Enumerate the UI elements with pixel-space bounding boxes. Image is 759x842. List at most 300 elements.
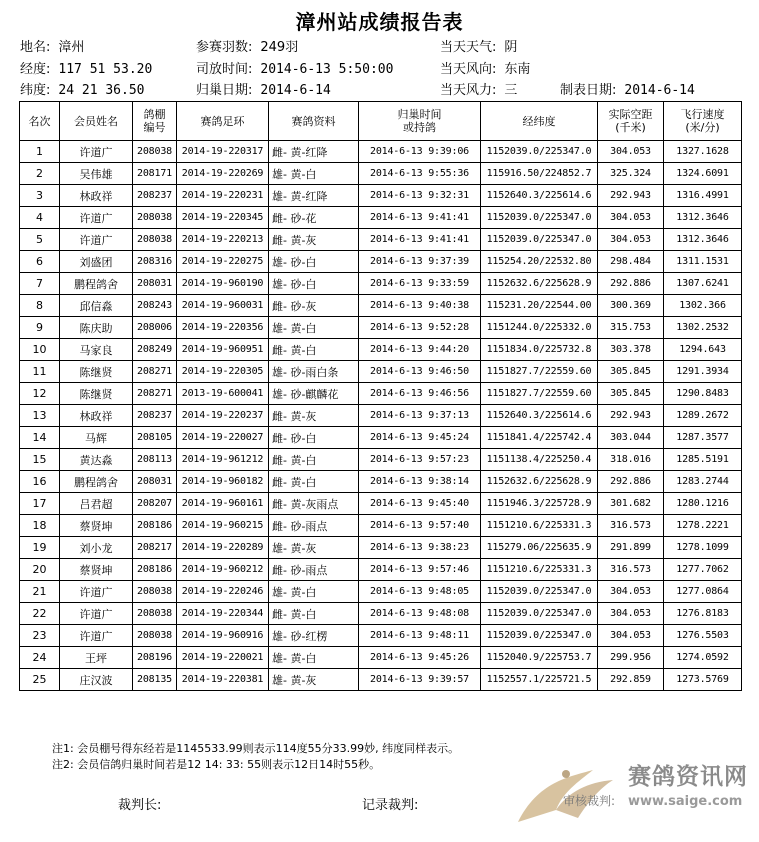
rank-cell: 22 xyxy=(20,603,60,625)
return-time-cell: 2014-6-13 9:38:23 xyxy=(359,537,481,559)
pigeon-info-cell: 雌- 黄-红降 xyxy=(269,141,359,163)
latitude-value: 24 21 36.50 xyxy=(58,83,145,98)
member-name-cell: 鹏程鸽舍 xyxy=(60,471,133,493)
coordinates-cell: 115231.20/22544.00 xyxy=(481,295,598,317)
distance-cell: 291.899 xyxy=(598,537,664,559)
speed-cell: 1302.366 xyxy=(664,295,742,317)
speed-cell: 1302.2532 xyxy=(664,317,742,339)
place-label: 地名: xyxy=(20,40,51,55)
rank-cell: 19 xyxy=(20,537,60,559)
table-row xyxy=(20,647,742,669)
report-title: 漳州站成绩报告表 xyxy=(295,10,464,34)
loft-number-cell: 208271 xyxy=(133,361,177,383)
recorder-signature: 记录裁判: xyxy=(362,798,419,813)
distance-cell: 316.573 xyxy=(598,515,664,537)
table-row xyxy=(20,251,742,273)
return-time-cell: 2014-6-13 9:45:26 xyxy=(359,647,481,669)
latitude-info xyxy=(20,83,144,99)
coordinates-cell: 1152632.6/225628.9 xyxy=(481,273,598,295)
ring-number-cell: 2014-19-960215 xyxy=(177,515,269,537)
distance-cell: 292.886 xyxy=(598,273,664,295)
pigeon-info-cell: 雌- 黄-白 xyxy=(269,449,359,471)
pigeon-info-cell: 雌- 砂-雨点 xyxy=(269,559,359,581)
loft-number-cell: 208038 xyxy=(133,229,177,251)
member-name-cell: 陈继贤 xyxy=(60,383,133,405)
speed-cell: 1294.643 xyxy=(664,339,742,361)
pigeon-info-cell: 雄- 砂-白 xyxy=(269,251,359,273)
distance-cell: 304.053 xyxy=(598,141,664,163)
rank-cell: 23 xyxy=(20,625,60,647)
speed-cell: 1278.2221 xyxy=(664,515,742,537)
ring-number-cell: 2014-19-220356 xyxy=(177,317,269,339)
pigeon-info-cell: 雌- 砂-白 xyxy=(269,427,359,449)
member-name-cell: 林政祥 xyxy=(60,185,133,207)
return-time-cell: 2014-6-13 9:57:40 xyxy=(359,515,481,537)
col-info-label: 赛鸽资料 xyxy=(291,114,336,128)
return-time-cell: 2014-6-13 9:45:24 xyxy=(359,427,481,449)
coordinates-cell: 1152039.0/225347.0 xyxy=(481,141,598,163)
speed-cell: 1287.3577 xyxy=(664,427,742,449)
member-name-cell: 刘小龙 xyxy=(60,537,133,559)
member-name-cell: 黄达淼 xyxy=(60,449,133,471)
loft-number-cell: 208237 xyxy=(133,185,177,207)
col-time-label-1: 归巢时间 xyxy=(397,108,442,121)
distance-cell: 298.484 xyxy=(598,251,664,273)
ring-number-cell: 2014-19-220275 xyxy=(177,251,269,273)
speed-cell: 1283.2744 xyxy=(664,471,742,493)
rank-cell: 10 xyxy=(20,339,60,361)
distance-cell: 325.324 xyxy=(598,163,664,185)
release-label: 司放时间: xyxy=(196,62,253,77)
rank-cell: 8 xyxy=(20,295,60,317)
member-name-cell: 吴伟雄 xyxy=(60,163,133,185)
table-row xyxy=(20,405,742,427)
loft-number-cell: 208207 xyxy=(133,493,177,515)
col-rank-header xyxy=(20,102,60,141)
pigeon-info-cell: 雌- 黄-白 xyxy=(269,471,359,493)
table-row xyxy=(20,361,742,383)
pigeon-info-cell: 雄- 黄-白 xyxy=(269,317,359,339)
place-value: 漳州 xyxy=(58,40,85,55)
coordinates-cell: 1152039.0/225347.0 xyxy=(481,603,598,625)
distance-cell: 315.753 xyxy=(598,317,664,339)
ring-number-cell: 2014-19-960190 xyxy=(177,273,269,295)
col-coords-label: 经纬度 xyxy=(522,114,556,128)
rank-cell: 21 xyxy=(20,581,60,603)
col-info-header xyxy=(269,102,359,141)
return-info xyxy=(196,83,331,99)
loft-number-cell: 208243 xyxy=(133,295,177,317)
loft-number-cell: 208196 xyxy=(133,647,177,669)
table-row xyxy=(20,317,742,339)
ring-number-cell: 2014-19-220305 xyxy=(177,361,269,383)
member-name-cell: 王坪 xyxy=(60,647,133,669)
loft-number-cell: 208271 xyxy=(133,383,177,405)
speed-cell: 1276.5503 xyxy=(664,625,742,647)
pigeon-info-cell: 雄- 黄-灰 xyxy=(269,669,359,691)
loft-number-cell: 208186 xyxy=(133,515,177,537)
distance-cell: 305.845 xyxy=(598,361,664,383)
distance-cell: 299.956 xyxy=(598,647,664,669)
coordinates-cell: 115279.06/225635.9 xyxy=(481,537,598,559)
coordinates-cell: 1152039.0/225347.0 xyxy=(481,229,598,251)
speed-cell: 1311.1531 xyxy=(664,251,742,273)
speed-cell: 1307.6241 xyxy=(664,273,742,295)
pigeon-info-cell: 雌- 黄-白 xyxy=(269,603,359,625)
coordinates-cell: 1152640.3/225614.6 xyxy=(481,185,598,207)
pigeon-info-cell: 雌- 黄-灰雨点 xyxy=(269,493,359,515)
return-time-cell: 2014-6-13 9:41:41 xyxy=(359,229,481,251)
table-row xyxy=(20,383,742,405)
distance-cell: 292.943 xyxy=(598,185,664,207)
table-row xyxy=(20,141,742,163)
ring-number-cell: 2014-19-960212 xyxy=(177,559,269,581)
pigeon-info-cell: 雌- 砂-花 xyxy=(269,207,359,229)
ring-number-cell: 2014-19-960161 xyxy=(177,493,269,515)
member-name-cell: 刘盛团 xyxy=(60,251,133,273)
longitude-value: 117 51 53.20 xyxy=(58,62,153,77)
coordinates-cell: 1151138.4/225250.4 xyxy=(481,449,598,471)
coordinates-cell: 1151244.0/225332.0 xyxy=(481,317,598,339)
wind-force-label: 当天风力: xyxy=(440,83,497,98)
col-coords-header xyxy=(481,102,598,141)
made-date-info xyxy=(560,83,695,99)
coordinates-cell: 1152557.1/225721.5 xyxy=(481,669,598,691)
table-row xyxy=(20,581,742,603)
loft-number-cell: 208038 xyxy=(133,581,177,603)
loft-number-cell: 208031 xyxy=(133,273,177,295)
member-name-cell: 陈继贤 xyxy=(60,361,133,383)
ring-number-cell: 2014-19-220317 xyxy=(177,141,269,163)
col-distance-label-1: 实际空距 xyxy=(608,108,653,121)
pigeon-info-cell: 雌- 砂-雨点 xyxy=(269,515,359,537)
table-row xyxy=(20,625,742,647)
member-name-cell: 马家良 xyxy=(60,339,133,361)
return-time-cell: 2014-6-13 9:40:38 xyxy=(359,295,481,317)
table-row xyxy=(20,449,742,471)
ring-number-cell: 2014-19-220237 xyxy=(177,405,269,427)
distance-cell: 304.053 xyxy=(598,229,664,251)
speed-cell: 1327.1628 xyxy=(664,141,742,163)
return-time-cell: 2014-6-13 9:37:39 xyxy=(359,251,481,273)
pigeon-info-cell: 雄- 黄-红降 xyxy=(269,185,359,207)
member-name-cell: 庄汉波 xyxy=(60,669,133,691)
wind-dir-info xyxy=(440,62,530,78)
member-name-cell: 蔡贤坤 xyxy=(60,515,133,537)
member-name-cell: 鹏程鸽舍 xyxy=(60,273,133,295)
results-table xyxy=(19,101,742,691)
return-time-cell: 2014-6-13 9:46:50 xyxy=(359,361,481,383)
pigeon-info-cell: 雄- 黄-灰 xyxy=(269,537,359,559)
speed-cell: 1291.3934 xyxy=(664,361,742,383)
pigeon-info-cell: 雄- 砂-麒麟花 xyxy=(269,383,359,405)
table-row xyxy=(20,559,742,581)
rank-cell: 17 xyxy=(20,493,60,515)
coordinates-cell: 1151946.3/225728.9 xyxy=(481,493,598,515)
speed-cell: 1316.4991 xyxy=(664,185,742,207)
ring-number-cell: 2014-19-220344 xyxy=(177,603,269,625)
return-label: 归巢日期: xyxy=(196,83,253,98)
return-value: 2014-6-14 xyxy=(260,83,331,98)
note-1: 注1: 会员棚号得东经若是1145533.99则表示114度55分33.99妙, 纬度同样表示。 xyxy=(52,742,460,755)
loft-number-cell: 208186 xyxy=(133,559,177,581)
ring-number-cell: 2014-19-220213 xyxy=(177,229,269,251)
coordinates-cell: 1151210.6/225331.3 xyxy=(481,515,598,537)
table-row xyxy=(20,229,742,251)
coordinates-cell: 1152632.6/225628.9 xyxy=(481,471,598,493)
coordinates-cell: 1152640.3/225614.6 xyxy=(481,405,598,427)
loft-number-cell: 208171 xyxy=(133,163,177,185)
col-distance-label-2: (千米) xyxy=(615,121,646,134)
return-time-cell: 2014-6-13 9:48:08 xyxy=(359,603,481,625)
rank-cell: 14 xyxy=(20,427,60,449)
speed-cell: 1273.5769 xyxy=(664,669,742,691)
coordinates-cell: 115916.50/224852.7 xyxy=(481,163,598,185)
ring-number-cell: 2014-19-220381 xyxy=(177,669,269,691)
table-row xyxy=(20,185,742,207)
member-name-cell: 许道广 xyxy=(60,581,133,603)
rank-cell: 5 xyxy=(20,229,60,251)
distance-cell: 304.053 xyxy=(598,207,664,229)
return-time-cell: 2014-6-13 9:32:31 xyxy=(359,185,481,207)
distance-cell: 303.378 xyxy=(598,339,664,361)
reviewer-signature: 审核裁判: xyxy=(563,794,616,808)
rank-cell: 15 xyxy=(20,449,60,471)
distance-cell: 292.943 xyxy=(598,405,664,427)
distance-cell: 301.682 xyxy=(598,493,664,515)
count-label: 参赛羽数: xyxy=(196,40,253,55)
pigeon-info-cell: 雄- 黄-白 xyxy=(269,581,359,603)
loft-number-cell: 208038 xyxy=(133,141,177,163)
speed-cell: 1277.0864 xyxy=(664,581,742,603)
table-row xyxy=(20,603,742,625)
rank-cell: 20 xyxy=(20,559,60,581)
return-time-cell: 2014-6-13 9:39:57 xyxy=(359,669,481,691)
return-time-cell: 2014-6-13 9:39:06 xyxy=(359,141,481,163)
latitude-label: 纬度: xyxy=(20,83,51,98)
speed-cell: 1277.7062 xyxy=(664,559,742,581)
col-ring-header xyxy=(177,102,269,141)
member-name-cell: 林政祥 xyxy=(60,405,133,427)
member-name-cell: 马辉 xyxy=(60,427,133,449)
coordinates-cell: 1151210.6/225331.3 xyxy=(481,559,598,581)
table-row xyxy=(20,339,742,361)
weather-label: 当天天气: xyxy=(440,40,497,55)
longitude-info xyxy=(20,62,152,78)
loft-number-cell: 208217 xyxy=(133,537,177,559)
member-name-cell: 邱信淼 xyxy=(60,295,133,317)
member-name-cell: 蔡贤坤 xyxy=(60,559,133,581)
speed-cell: 1289.2672 xyxy=(664,405,742,427)
coordinates-cell: 1152039.0/225347.0 xyxy=(481,581,598,603)
distance-cell: 292.859 xyxy=(598,669,664,691)
rank-cell: 9 xyxy=(20,317,60,339)
return-time-cell: 2014-6-13 9:57:46 xyxy=(359,559,481,581)
ring-number-cell: 2014-19-960951 xyxy=(177,339,269,361)
ring-number-cell: 2013-19-600041 xyxy=(177,383,269,405)
table-row xyxy=(20,273,742,295)
distance-cell: 292.886 xyxy=(598,471,664,493)
weather-info xyxy=(440,40,517,56)
ring-number-cell: 2014-19-220345 xyxy=(177,207,269,229)
col-time-label-2: 或持鸽 xyxy=(403,121,436,134)
longitude-label: 经度: xyxy=(20,62,51,77)
speed-cell: 1276.8183 xyxy=(664,603,742,625)
loft-number-cell: 208105 xyxy=(133,427,177,449)
pigeon-info-cell: 雌- 黄-灰 xyxy=(269,405,359,427)
member-name-cell: 陈庆助 xyxy=(60,317,133,339)
pigeon-info-cell: 雌- 砂-灰 xyxy=(269,295,359,317)
loft-number-cell: 208249 xyxy=(133,339,177,361)
col-rank-label: 名次 xyxy=(28,114,51,128)
return-time-cell: 2014-6-13 9:41:41 xyxy=(359,207,481,229)
pigeon-logo-icon xyxy=(508,752,623,830)
rank-cell: 24 xyxy=(20,647,60,669)
col-distance-header xyxy=(598,102,664,141)
return-time-cell: 2014-6-13 9:44:20 xyxy=(359,339,481,361)
distance-cell: 305.845 xyxy=(598,383,664,405)
watermark-url: www.saige.com xyxy=(628,794,743,809)
col-speed-label-2: (米/分) xyxy=(685,121,720,134)
coordinates-cell: 1151827.7/22559.60 xyxy=(481,383,598,405)
return-time-cell: 2014-6-13 9:38:14 xyxy=(359,471,481,493)
rank-cell: 13 xyxy=(20,405,60,427)
member-name-cell: 吕君超 xyxy=(60,493,133,515)
distance-cell: 316.573 xyxy=(598,559,664,581)
table-header-row xyxy=(20,102,742,141)
ring-number-cell: 2014-19-220027 xyxy=(177,427,269,449)
table-row xyxy=(20,427,742,449)
distance-cell: 304.053 xyxy=(598,625,664,647)
distance-cell: 304.053 xyxy=(598,603,664,625)
distance-cell: 318.016 xyxy=(598,449,664,471)
col-time-header xyxy=(359,102,481,141)
ring-number-cell: 2014-19-960916 xyxy=(177,625,269,647)
coordinates-cell: 1152039.0/225347.0 xyxy=(481,625,598,647)
speed-cell: 1312.3646 xyxy=(664,229,742,251)
table-row xyxy=(20,471,742,493)
loft-number-cell: 208237 xyxy=(133,405,177,427)
rank-cell: 11 xyxy=(20,361,60,383)
made-date-label: 制表日期: xyxy=(560,83,617,98)
col-speed-label-1: 飞行速度 xyxy=(680,108,725,121)
ring-number-cell: 2014-19-220289 xyxy=(177,537,269,559)
rank-cell: 12 xyxy=(20,383,60,405)
loft-number-cell: 208135 xyxy=(133,669,177,691)
count-value: 249羽 xyxy=(260,40,299,55)
table-row xyxy=(20,537,742,559)
wind-dir-value: 东南 xyxy=(504,62,531,77)
col-loft-label-1: 鸽棚 xyxy=(143,108,166,121)
count-info xyxy=(196,40,298,56)
return-time-cell: 2014-6-13 9:55:36 xyxy=(359,163,481,185)
return-time-cell: 2014-6-13 9:46:56 xyxy=(359,383,481,405)
distance-cell: 303.044 xyxy=(598,427,664,449)
coordinates-cell: 1151841.4/225742.4 xyxy=(481,427,598,449)
table-row xyxy=(20,493,742,515)
weather-value: 阴 xyxy=(504,40,518,55)
speed-cell: 1290.8483 xyxy=(664,383,742,405)
member-name-cell: 许道广 xyxy=(60,207,133,229)
loft-number-cell: 208038 xyxy=(133,625,177,647)
col-speed-header xyxy=(664,102,742,141)
return-time-cell: 2014-6-13 9:37:13 xyxy=(359,405,481,427)
rank-cell: 7 xyxy=(20,273,60,295)
loft-number-cell: 208316 xyxy=(133,251,177,273)
wind-force-value: 三 xyxy=(504,83,518,98)
table-row xyxy=(20,515,742,537)
member-name-cell: 许道广 xyxy=(60,141,133,163)
ring-number-cell: 2014-19-220246 xyxy=(177,581,269,603)
table-row xyxy=(20,295,742,317)
col-ring-label: 赛鸽足环 xyxy=(200,114,245,128)
rank-cell: 6 xyxy=(20,251,60,273)
ring-number-cell: 2014-19-220231 xyxy=(177,185,269,207)
speed-cell: 1280.1216 xyxy=(664,493,742,515)
release-info xyxy=(196,62,393,78)
return-time-cell: 2014-6-13 9:33:59 xyxy=(359,273,481,295)
pigeon-info-cell: 雄- 砂-雨白条 xyxy=(269,361,359,383)
ring-number-cell: 2014-19-220269 xyxy=(177,163,269,185)
loft-number-cell: 208006 xyxy=(133,317,177,339)
return-time-cell: 2014-6-13 9:48:11 xyxy=(359,625,481,647)
rank-cell: 2 xyxy=(20,163,60,185)
col-member-label: 会员姓名 xyxy=(74,114,118,128)
coordinates-cell: 1151834.0/225732.8 xyxy=(481,339,598,361)
rank-cell: 16 xyxy=(20,471,60,493)
ring-number-cell: 2014-19-960031 xyxy=(177,295,269,317)
place-info xyxy=(20,40,84,56)
wind-force-info xyxy=(440,83,517,99)
loft-number-cell: 208113 xyxy=(133,449,177,471)
col-loft-label-2: 编号 xyxy=(143,121,166,134)
loft-number-cell: 208031 xyxy=(133,471,177,493)
table-row xyxy=(20,163,742,185)
release-value: 2014-6-13 5:50:00 xyxy=(260,62,394,77)
speed-cell: 1312.3646 xyxy=(664,207,742,229)
rank-cell: 18 xyxy=(20,515,60,537)
col-loft-header xyxy=(133,102,177,141)
speed-cell: 1274.0592 xyxy=(664,647,742,669)
loft-number-cell: 208038 xyxy=(133,603,177,625)
rank-cell: 3 xyxy=(20,185,60,207)
return-time-cell: 2014-6-13 9:48:05 xyxy=(359,581,481,603)
rank-cell: 4 xyxy=(20,207,60,229)
watermark-site-name: 赛鸽资讯网 xyxy=(628,764,748,790)
member-name-cell: 许道广 xyxy=(60,625,133,647)
rank-cell: 25 xyxy=(20,669,60,691)
judge-chief-signature: 裁判长: xyxy=(118,798,162,813)
wind-dir-label: 当天风向: xyxy=(440,62,497,77)
table-row xyxy=(20,207,742,229)
note-2: 注2: 会员信鸽归巢时间若是12 14: 33: 55则表示12日14时55秒。 xyxy=(52,758,381,771)
return-time-cell: 2014-6-13 9:57:23 xyxy=(359,449,481,471)
return-time-cell: 2014-6-13 9:52:28 xyxy=(359,317,481,339)
col-member-header xyxy=(60,102,133,141)
coordinates-cell: 1152039.0/225347.0 xyxy=(481,207,598,229)
coordinates-cell: 1152040.9/225753.7 xyxy=(481,647,598,669)
speed-cell: 1324.6091 xyxy=(664,163,742,185)
table-row xyxy=(20,669,742,691)
return-time-cell: 2014-6-13 9:45:40 xyxy=(359,493,481,515)
pigeon-info-cell: 雄- 黄-白 xyxy=(269,163,359,185)
ring-number-cell: 2014-19-220021 xyxy=(177,647,269,669)
coordinates-cell: 1151827.7/22559.60 xyxy=(481,361,598,383)
loft-number-cell: 208038 xyxy=(133,207,177,229)
pigeon-info-cell: 雄- 砂-红楞 xyxy=(269,625,359,647)
ring-number-cell: 2014-19-960182 xyxy=(177,471,269,493)
speed-cell: 1278.1099 xyxy=(664,537,742,559)
